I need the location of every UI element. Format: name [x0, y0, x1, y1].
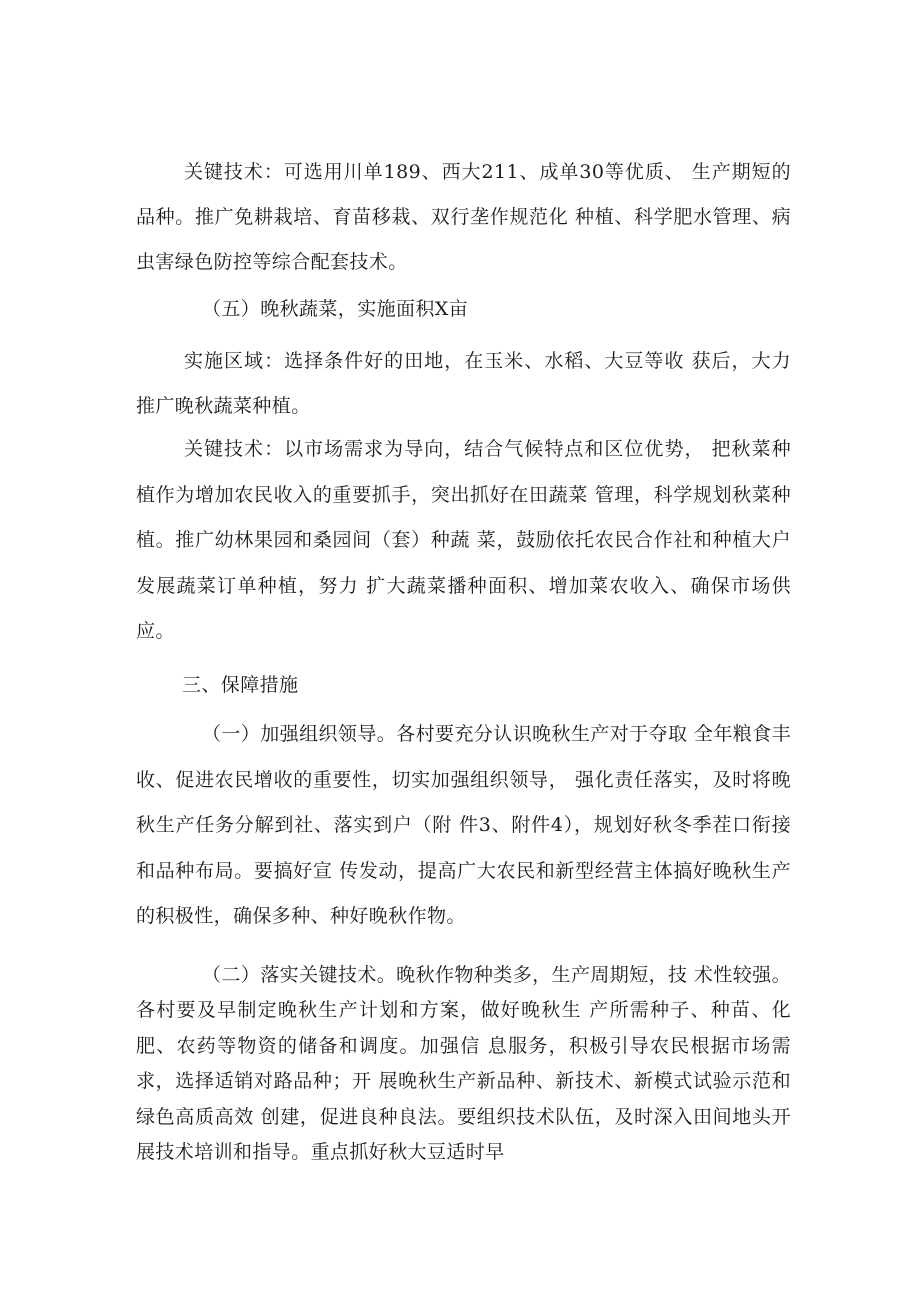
- section-heading-late-autumn-vegetables: （五）晚秋蔬菜，实施面积X亩: [202, 298, 469, 320]
- paragraph-key-technology-vegetables: 关键技术：以市场需求为导向，结合气候特点和区位优势， 把秋菜种植作为增加农民收入的重要抓手，突出抓好在田蔬菜 管理，科学规划秋菜种植。推广幼林果园和桑园间（套）种蔬 菜，鼓励依托农民合作社和种植大户发展蔬菜订单种植，努力 扩大蔬菜播种面积、增加菜农收入、确保市场供应。: [136, 438, 791, 642]
- paragraph-key-technology-implementation: （二）落实关键技术。晚秋作物种类多，生产周期短，技 术性较强。各村要及早制定晚秋生产计划和方案，做好晚秋生 产所需种子、种苗、化肥、农药等物资的储备和调度。加强信 息服务，积极引导农民根据市场需求，选择适销对路品种；开 展晚秋生产新品种、新技术、新模式试验示范和绿色高质高效 创建，促进良种良法。要组织技术队伍，及时深入田间地头开 展技术培训和指导。重点抓好秋大豆适时早: [136, 964, 791, 1164]
- paragraph-implementation-area: 实施区域：选择条件好的田地，在玉米、水稻、大豆等收 获后，大力推广晚秋蔬菜种植。: [136, 350, 791, 417]
- paragraph-key-technology-soybean: 关键技术：可选用川单189、西大211、成单30等优质、 生产期短的品种。推广免耕栽培、育苗移栽、双行垄作规范化 种植、科学肥水管理、病虫害绿色防控等综合配套技术。: [136, 161, 791, 273]
- section-heading-safeguard-measures: 三、保障措施: [182, 674, 299, 696]
- paragraph-organization-leadership: （一）加强组织领导。各村要充分认识晚秋生产对于夺取 全年粮食丰收、促进农民增收的重要性，切实加强组织领导， 强化责任落实，及时将晚秋生产任务分解到社、落实到户（附 件3、附件4），规划好秋冬季茬口衔接和品种布局。要搞好宣 传发动，提高广大农民和新型经营主体搞好晚秋生产的积极性，确保多种、种好晚秋作物。: [136, 723, 791, 927]
